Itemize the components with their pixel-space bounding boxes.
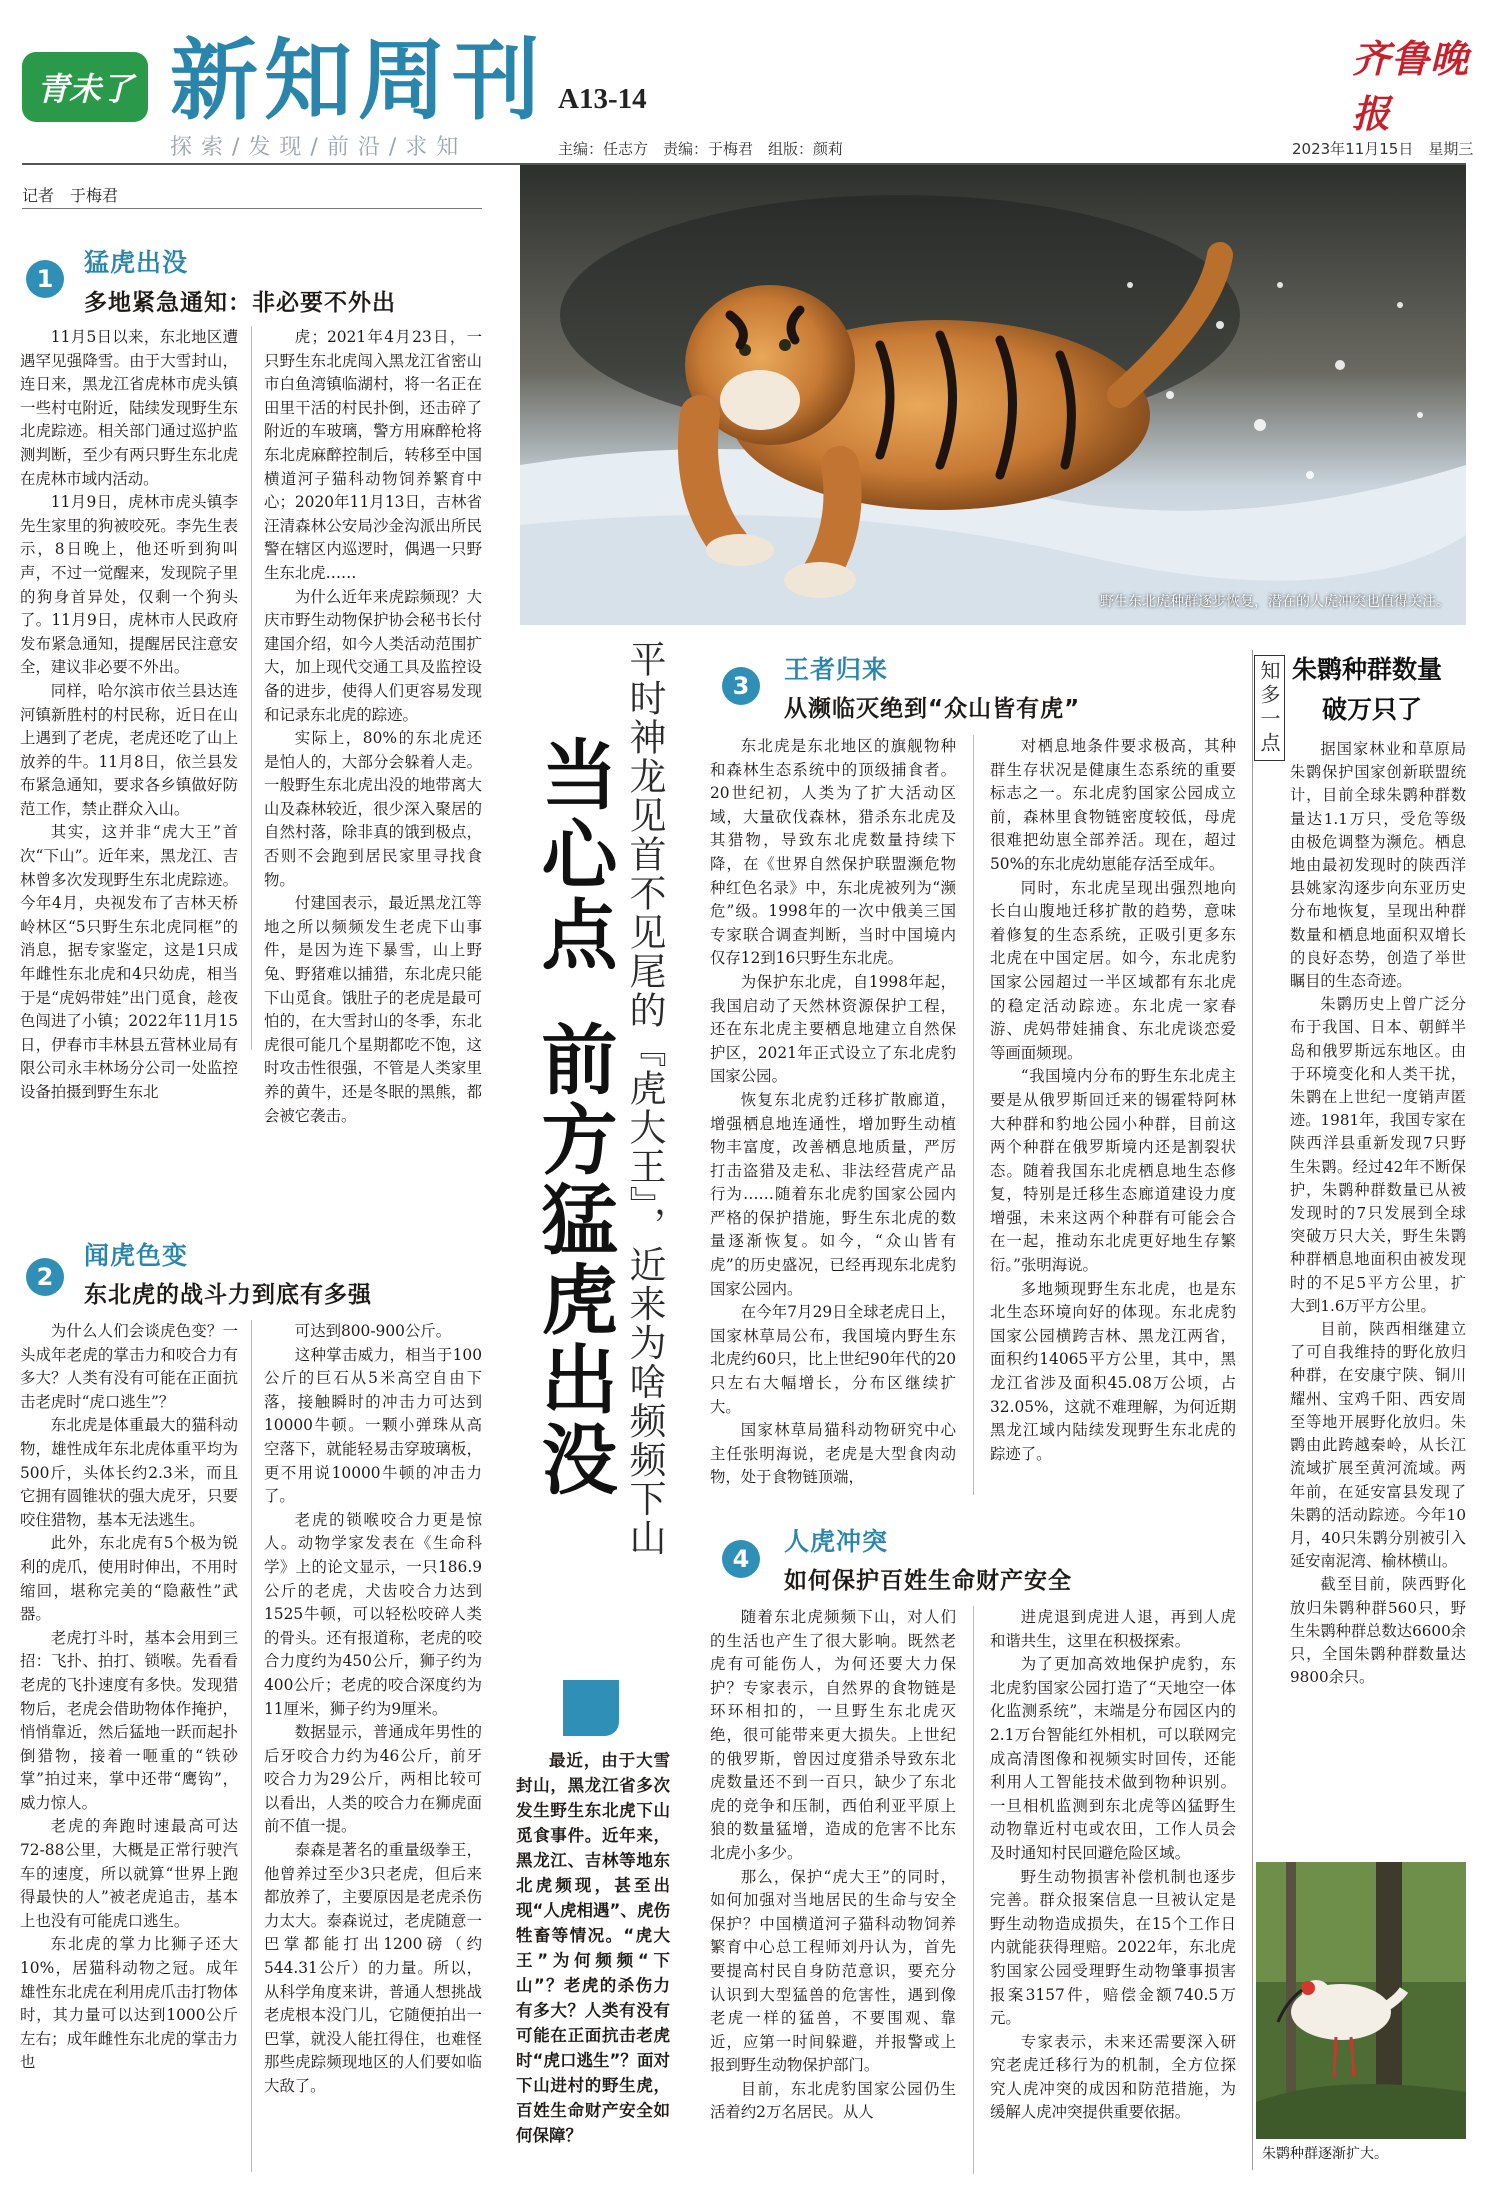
hero-photo	[520, 165, 1466, 625]
logo-badge	[22, 52, 148, 122]
section-2-title: 闻虎色变	[84, 1241, 189, 1270]
intro-marker	[563, 1680, 619, 1736]
credits: 主编：任志方 责编：于梅君 组版：颜莉	[558, 140, 844, 158]
tiger-photo-illustration	[520, 165, 1466, 625]
newspaper-name: 齐鲁晚报	[1352, 36, 1470, 136]
photo-caption: 野生东北虎种群逐步恢复，潜在的人虎冲突也值得关注。	[1100, 594, 1450, 610]
logo-text: 青未了	[36, 70, 133, 108]
section-3-subtitle: 从濒临灭绝到“众山皆有虎”	[784, 696, 1081, 722]
byline-rule	[22, 208, 482, 209]
paper-title: 新知周刊	[170, 28, 547, 132]
sidebar-body: 据国家林业和草原局朱鹮保护国家创新联盟统计，目前全球朱鹮种群数量达1.1万只，受危等级由极危调整为濒危。栖息地由最初发现时的陕西洋县姚家沟逐步向东亚历史分布地恢复，呈现出种群数量和栖息地面积双增长的良好态势，创造了举世瞩目的生态奇迹。 朱鹮历史上曾广泛分布于我国、日本、朝鲜半岛和俄罗斯远东地区。由于环境变化和人类干扰，朱鹮在上世纪一度销声匿迹。1981年，我国专家在陕西洋县重新发现7只野生朱鹮。经过42年不断保护，朱鹮种群数量已从被发现时的7只发展到全球突破万只大关，野生朱鹮种群栖息地面积由被发现时的不足5平方公里，扩大到1.6万平方公里。 目前，陕西相继建立了可自我维持的野化放归种群，在安康宁陕、铜川耀州、宝鸡千阳、西安周至等地开展野化放归。朱鹮由此跨越秦岭，从长江流域扩展至黄河流域。两年前，在延安富县发现了朱鹮的活动踪迹。今年10月，40只朱鹮分别被引入延安南泥湾、榆林横山。 截至目前，陕西野化放归朱鹮种群560只，野生朱鹮种群总数达6600余只，全国朱鹮种群数量达9800余只。	[1290, 740, 1466, 1687]
section-2-col-b: 可达到800-900公斤。 这种掌击威力，相当于100公斤的巨石从5米高空自由下落，接触瞬时的冲击力可达到10000牛顿。一颗小弹珠从高空落下，就能轻易击穿玻璃板，更不用说10000牛顿的冲击力了。 老虎的锁喉咬合力更是惊人。动物学家发表在《生命科学》上的论文显示，一只186.9公斤的老虎，犬齿咬合力达到1525牛顿，可以轻松咬碎人类的骨头。还有报道称，老虎的咬合力度约为450公斤，狮子约为400公斤；老虎的咬合深度约为11厘米，狮子约为9厘米。 数据显示，普通成年男性的后牙咬合力约为46公斤，前牙咬合力为29公斤，两相比较可以看出，人类的咬合力在狮虎面前不值一提。 泰森是著名的重量级拳王，他曾养过至少3只老虎，但后来都放养了，主要原因是老虎杀伤力太大。泰森说过，老虎随意一巴掌都能打出1200磅（约544.31公斤）的力量。所以，从科学角度来讲，普通人想挑战老虎根本没门儿，它随便拍出一巴掌，就没人能扛得住，也难怪那些虎踪频现地区的人们要如临大敌了。	[264, 1322, 482, 2095]
section-1-col-b: 虎；2021年4月23日，一只野生东北虎闯入黑龙江省密山市白鱼湾镇临湖村，将一名正在田里干活的村民扑倒，还击碎了附近的车玻璃，警方用麻醉枪将东北虎麻醉控制后，转移至中国横道河子猫科动物饲养繁育中心；2020年11月13日，吉林省汪清森林公安局沙金沟派出所民警在辖区内巡逻时，偶遇一只野生东北虎…… 为什么近年来虎踪频现？大庆市野生动物保护协会秘书长付建国介绍，如今人类活动范围扩大，加上现代交通工具及监控设备的进步，使得人们更容易发现和记录东北虎的踪迹。 实际上，80%的东北虎还是怕人的，大部分会躲着人走。一般野生东北虎出没的地带离大山及森林较近，很少深入聚居的自然村落，除非真的饿到极点，否则不会跑到居民家里寻找食物。 付建国表示，最近黑龙江等地之所以频频发生老虎下山事件，是因为连下暴雪，山上野兔、野猪难以捕猎，东北虎只能下山觅食。饿肚子的老虎是最可怕的，在大雪封山的冬季，东北虎很可能几个星期都吃不饱，这时攻击性很强，不管是人类家里养的黄牛，还是冬眠的黑熊，都会被它袭击。	[264, 328, 482, 1125]
headline-main-2: 前方猛虎出没	[529, 1020, 618, 1500]
column-rule	[251, 1320, 252, 2172]
section-2-col-a: 为什么人们会谈虎色变？一头成年老虎的掌击力和咬合力有多大？人类有没有可能在正面抗击老虎时“虎口逃生”？ 东北虎是体重最大的猫科动物，雄性成年东北虎体重平均为500斤，头体长约2.3米，而且它拥有圆锥状的强大虎牙，只要咬住猎物，基本无法逃生。 此外，东北虎有5个极为锐利的虎爪，使用时伸出，不用时缩回，堪称完美的“隐蔽性”武器。 老虎打斗时，基本会用到三招：飞扑、拍打、锁喉。先看看老虎的飞扑速度有多快。发现猎物后，老虎会借助物体作掩护，悄悄靠近，然后猛地一跃而起扑倒猎物，接着一咂重的“铁砂掌”拍过来，掌中还带“鹰钩”，威力惊人。 老虎的奔跑时速最高可达72-88公里，大概是正常行驶汽车的速度，所以就算“世界上跑得最快的人”被老虎追击，基本上也没有可能虎口逃生。 东北虎的掌力比狮子还大10%，居猫科动物之冠。成年雄性东北虎在利用虎爪击打物体时，其力量可以达到1000公斤左右；成年雌性东北虎的掌击力也	[20, 1322, 238, 2072]
issue-date: 2023年11月15日 星期三	[1292, 140, 1474, 158]
sidebar-title-1: 朱鹮种群数量	[1292, 655, 1443, 684]
page-number: A13-14	[558, 83, 647, 115]
section-1-badge: 1	[26, 260, 64, 298]
ibis-photo-illustration	[1256, 1862, 1466, 2167]
masthead	[0, 0, 1488, 165]
section-3-col-b: 对栖息地条件要求极高，其种群生存状况是健康生态系统的重要标志之一。东北虎豹国家公园成立前，森林里食物链密度较低，母虎很难把幼崽全部养活。现在，超过50%的东北虎幼崽能存活至成年。 同时，东北虎呈现出强烈地向长白山腹地迁移扩散的趋势，意味着修复的生态系统，正吸引更多东北虎在中国定居。如今，东北虎豹国家公园超过一半区域都有东北虎的稳定活动踪迹。东北虎一家春游、虎妈带娃捕食、东北虎谈恋爱等画面频现。 “我国境内分布的野生东北虎主要是从俄罗斯回迁来的锡霍特阿林大种群和豹地公园小种群，目前这两个种群在俄罗斯境内还是割裂状态。随着我国东北虎栖息地生态修复，特别是迁移生态廊道建设力度增强，未来这两个种群有可能会合在一起，推动东北虎更好地生存繁衍。”张明海说。 多地频现野生东北虎，也是东北生态环境向好的体现。东北虎豹国家公园横跨吉林、黑龙江两省，面积约14065平方公里，其中，黑龙江省涉及面积45.08万公顷，占32.05%，这就不难理解，为何近期黑龙江域内陆续发现野生东北虎的踪迹了。	[990, 737, 1236, 1463]
ibis-caption: 朱鹮种群逐渐扩大。	[1256, 2139, 1466, 2167]
column-rule	[251, 326, 252, 1050]
section-1-col-a: 11月5日以来，东北地区遭遇罕见强降雪。由于大雪封山，连日来，黑龙江省虎林市虎头镇一些村屯附近，陆续发现野生东北虎踪迹。相关部门通过巡护监测判断，至少有两只野生东北虎在虎林市域内活动。 11月9日，虎林市虎头镇李先生家里的狗被咬死。李先生表示，8日晚上，他还听到狗叫声，不过一觉醒来，发现院子里的狗身首异处，仅剩一个狗头了。11月9日，虎林市人民政府发布紧急通知，提醒居民注意安全，建议非必要不外出。 同样，哈尔滨市依兰县达连河镇新胜村的村民称，近日在山上遇到了老虎，老虎还吃了山上放养的牛。11月8日，依兰县发布紧急通知，要求各乡镇做好防范工作，禁止群众入山。 其实，这并非“虎大王”首次“下山”。近年来，黑龙江、吉林曾多次发现野生东北虎踪迹。今年4月，央视发布了吉林天桥岭林区“5只野生东北虎同框”的消息，据专家鉴定，这是1只成年雌性东北虎和4只幼虎，相当于是“虎妈带娃”出门觅食，趁夜色闯进了小镇；2022年11月15日，伊春市丰林县五营林业局有限公司永丰林场分公司一处监控设备拍摄到野生东北	[20, 328, 238, 1101]
headline-main-1: 当心点	[529, 735, 618, 975]
section-2-badge: 2	[26, 1258, 64, 1296]
section-3-title: 王者归来	[784, 655, 889, 684]
tagline: 探索/发现/前沿/求知	[170, 135, 468, 160]
section-4-subtitle: 如何保护百姓生命财产安全	[784, 1568, 1072, 1594]
section-3-badge: 3	[722, 667, 760, 705]
ibis-photo	[1256, 1862, 1466, 2167]
column-rule	[973, 735, 974, 1495]
sidebar-title-2: 破万只了	[1322, 695, 1423, 724]
sidebar-divider	[1252, 650, 1253, 2170]
section-4-badge: 4	[722, 1540, 760, 1578]
section-3-col-a: 东北虎是东北地区的旗舰物种和森林生态系统中的顶级捕食者。20世纪初，人类为了扩大活动区域，大量砍伐森林，猎杀东北虎及其猎物，导致东北虎数量持续下降，在《世界自然保护联盟濒危物种红色名录》中，东北虎被列为“濒危”级。1998年的一次中俄美三国专家联合调查判断，当时中国境内仅存12到16只野生东北虎。 为保护东北虎，自1998年起，我国启动了天然林资源保护工程，还在东北虎主要栖息地建立自然保护区，2021年正式设立了东北虎豹国家公园。 恢复东北虎豹迁移扩散廊道，增强栖息地连通性，增加野生动植物丰富度，改善栖息地质量，严厉打击盗猎及走私、非法经营虎产品行为……随着东北虎豹国家公园内严格的保护措施，野生东北虎的数量逐渐恢复。如今，“众山皆有虎”的历史盛况，已经再现东北虎豹国家公园内。 在今年7月29日全球老虎日上，国家林草局公布，我国境内野生东北虎约60只，比上世纪90年代的20只左右大幅增长，分布区继续扩大。 国家林草局猫科动物研究中心主任张明海说，老虎是大型食肉动物，处于食物链顶端，	[710, 737, 956, 1487]
byline: 记者 于梅君	[22, 186, 119, 205]
section-1-subtitle: 多地紧急通知：非必要不外出	[84, 290, 396, 316]
section-4-col-a: 随着东北虎频频下山，对人们的生活也产生了很大影响。既然老虎有可能伤人，为何还要大力保护？专家表示，自然界的食物链是环环相扣的，一旦野生东北虎灭绝，很可能带来更大损失。上世纪的俄罗斯，曾因过度猎杀导致东北虎数量还不到一百只，缺少了东北虎的竞争和压制，西伯利亚平原上狼的数量猛增，造成的危害不比东北虎小多少。 那么，保护“虎大王”的同时，如何加强对当地居民的生命与安全保护？中国横道河子猫科动物饲养繁育中心总工程师刘丹认为，首先要提高村民自身防范意识，要充分认识到大型猛兽的危害性，遇到像老虎一样的猛兽，不要围观、靠近，应第一时间躲避，并报警或上报到野生动物保护部门。 目前，东北虎豹国家公园仍生活着约2万名居民。从人	[710, 1608, 956, 2122]
section-4-title: 人虎冲突	[784, 1527, 889, 1556]
section-1-title: 猛虎出没	[84, 248, 189, 277]
section-4-col-b: 进虎退到虎进人退，再到人虎和谐共生，这里在积极探索。 为了更加高效地保护虎豹，东北虎豹国家公园打造了“天地空一体化监测系统”，末端是分布园区内的2.1万台智能红外相机，可以联网完成高清图像和视频实时回传，还能利用人工智能技术做到物种识别。一旦相机监测到东北虎等凶猛野生动物靠近村屯或农田，工作人员会及时通知村民回避危险区域。 野生动物损害补偿机制也逐步完善。群众报案信息一旦被认定是野生动物造成损失，在15个工作日内就能获得理赔。2022年，东北虎豹国家公园受理野生动物肇事损害报案3157件，赔偿金额740.5万元。 专家表示，未来还需要深入研究老虎迁移行为的机制，全方位探究人虎冲突的成因和防范措施，为缓解人虎冲突提供重要依据。	[990, 1608, 1236, 2122]
sidebar-label: 知多一点	[1254, 655, 1285, 761]
column-rule	[973, 1606, 974, 2174]
headline-kicker: 平时神龙见首不见尾的『虎大王』，近来为啥频频下山	[623, 640, 666, 1558]
section-2-subtitle: 东北虎的战斗力到底有多强	[84, 1282, 372, 1308]
intro-text: 最近，由于大雪封山，黑龙江省多次发生野生东北虎下山觅食事件。近年来，黑龙江、吉林等地东北虎频现，甚至出现“人虎相遇”、虎伤牲畜等情况。“虎大王”为何频频“下山”？老虎的杀伤力有多大？人类有没有可能在正面抗击老虎时“虎口逃生”？面对下山进村的野生虎，百姓生命财产安全如何保障？	[516, 1751, 670, 2145]
